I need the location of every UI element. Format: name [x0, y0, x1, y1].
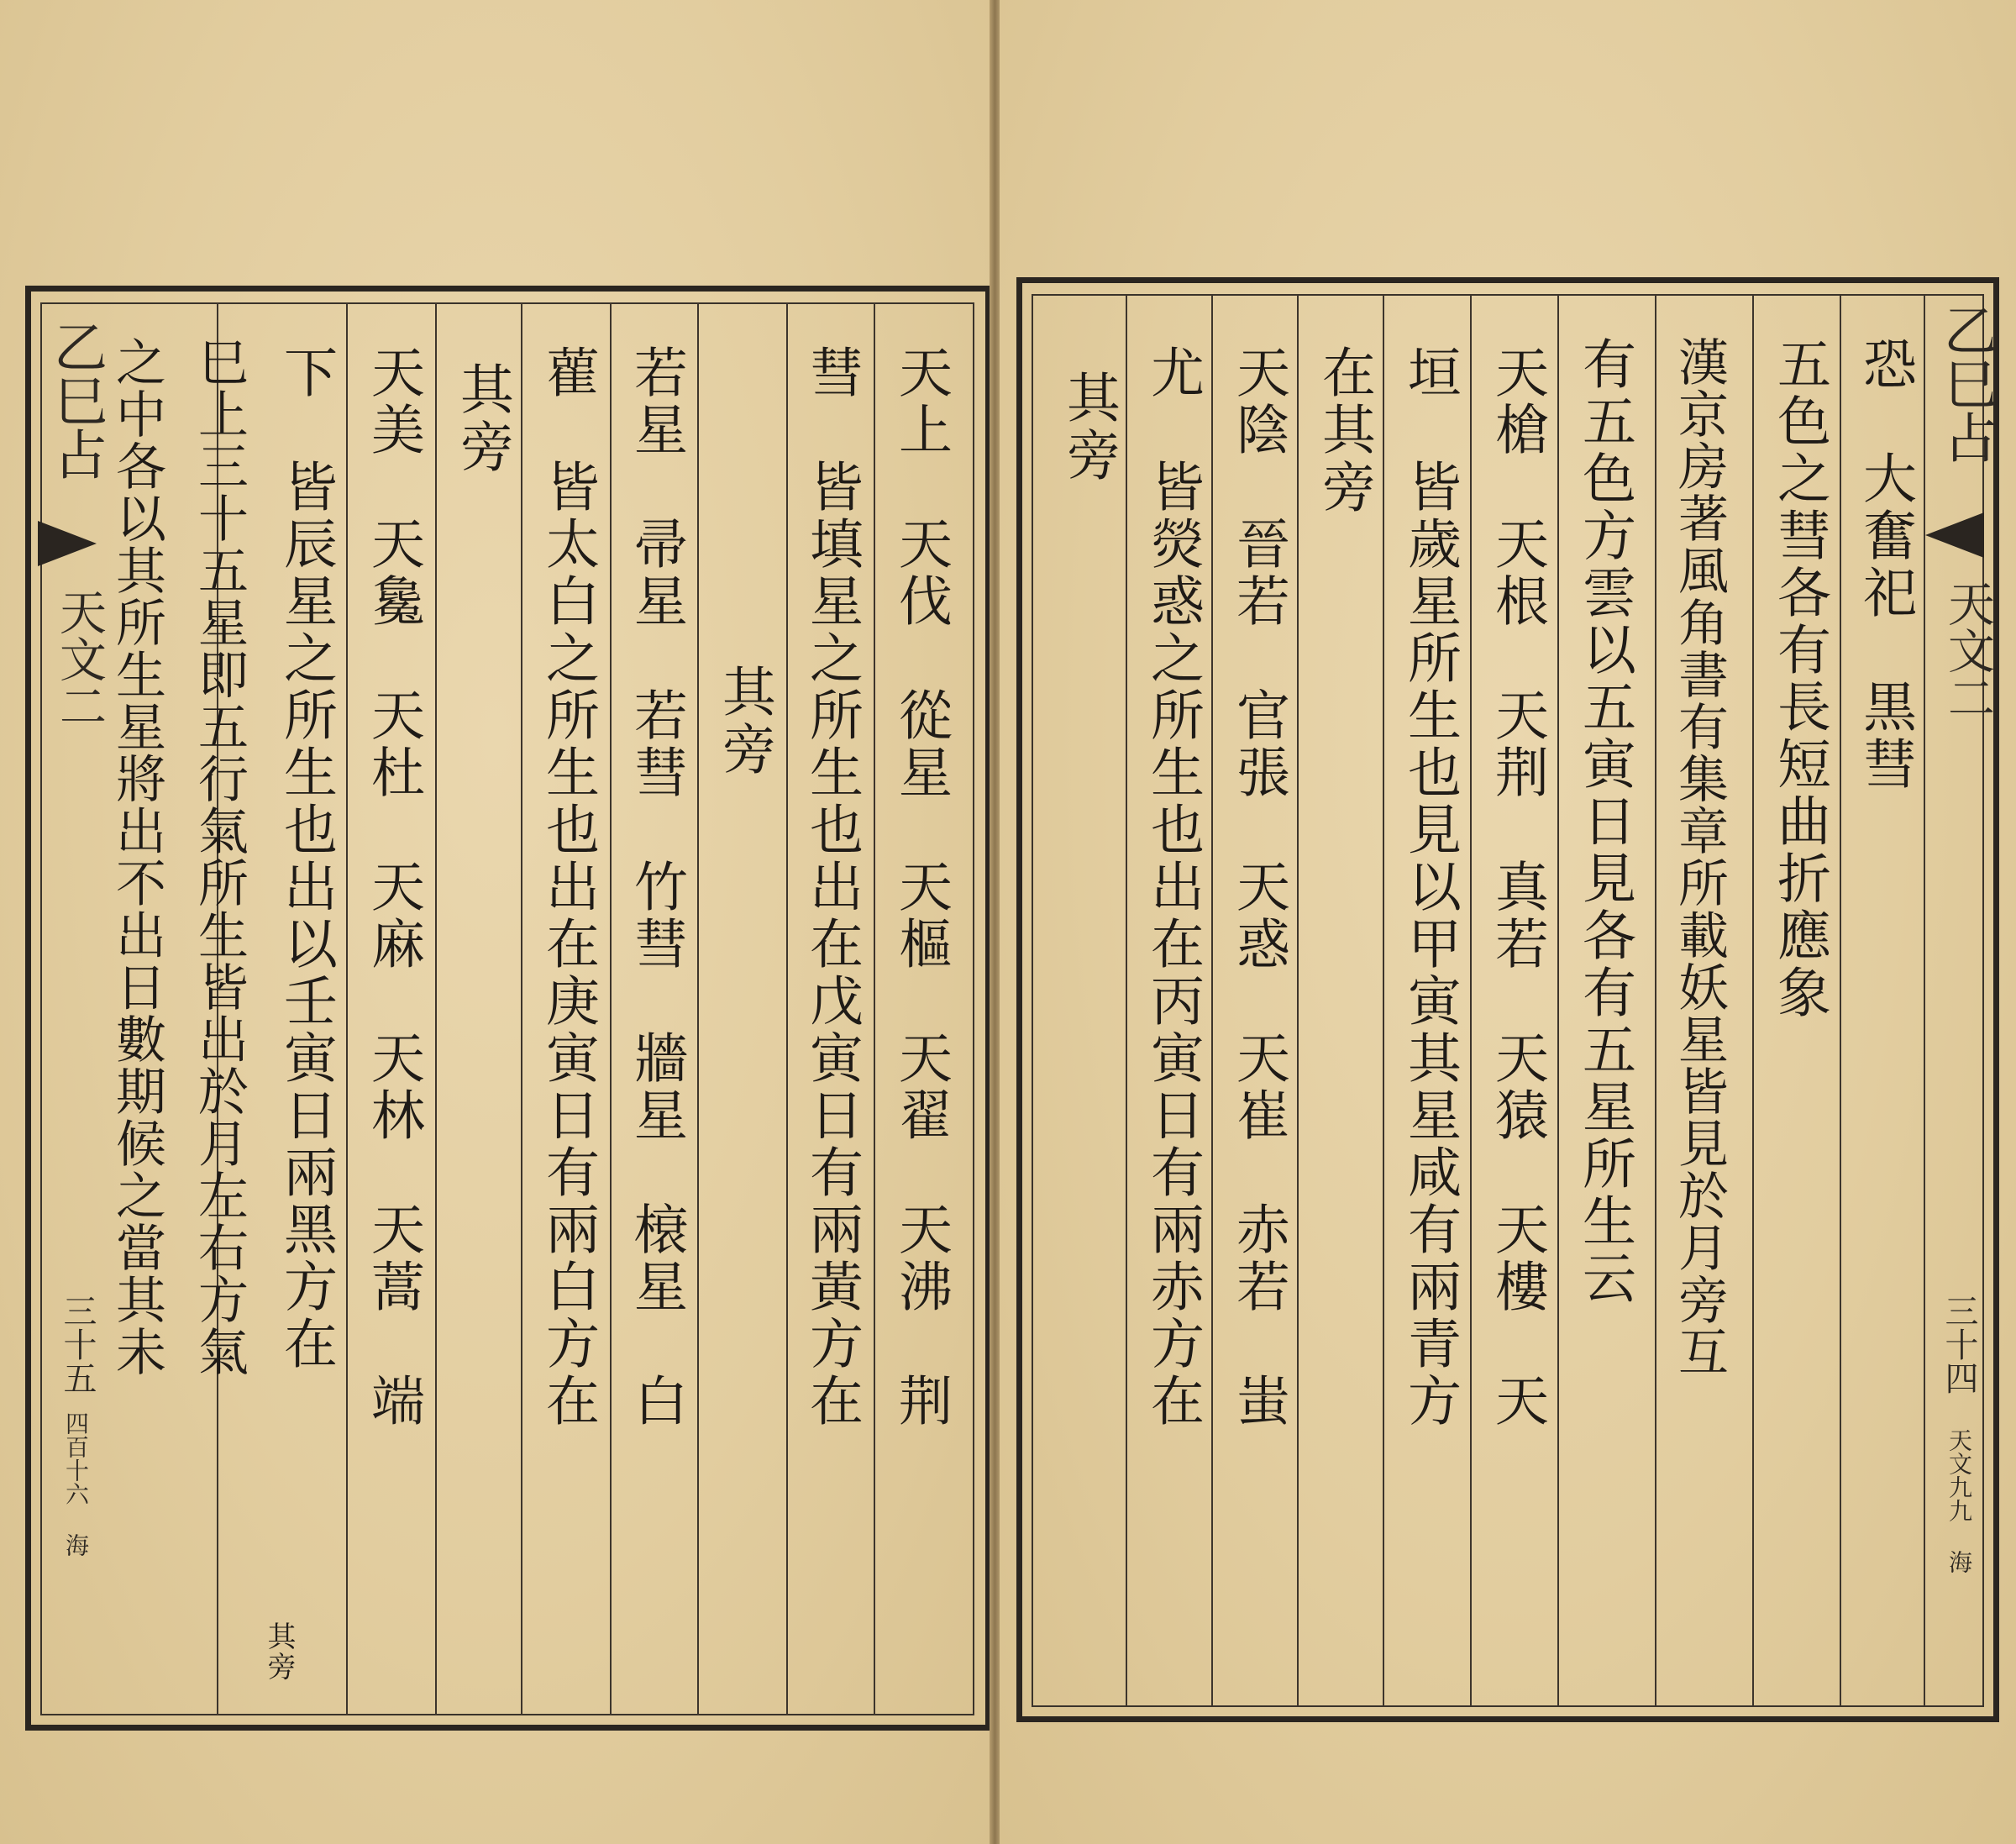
right-banxin-chapter: 天文二 [1940, 580, 1995, 721]
right-banxin-leaf: 三十四 [1940, 1294, 1978, 1395]
right-col-8: 天陰 晉若 官張 天惑 天崔 赤若 蚩 [1227, 344, 1289, 1430]
right-banxin-title: 乙巳占 [1935, 302, 1997, 464]
left-col-3: 其旁 [713, 664, 775, 778]
left-col-8: 下 皆辰星之所生也出以壬寅日兩黑方在 [275, 344, 337, 1373]
left-banxin-note: 四百十六 海 [62, 1411, 90, 1557]
right-col-2: 五色之彗各有長短曲折應象 [1768, 336, 1830, 1022]
right-col-10: 其旁 [1058, 370, 1120, 484]
left-col-5: 雚 皆太白之所生也出在庚寅日有兩白方在 [537, 344, 599, 1430]
left-col-10: 之中各以其所生星將出不出日數期候之當其未 [108, 336, 166, 1378]
left-col-7: 天美 天毚 天杜 天麻 天林 天蒿 端 [362, 344, 424, 1430]
left-banxin-leaf: 三十五 [58, 1294, 97, 1395]
left-page [0, 0, 991, 1844]
left-col-4: 若星 帚星 若彗 竹彗 牆星 榱星 白 [625, 344, 687, 1430]
left-col-6: 其旁 [451, 361, 513, 475]
right-banxin-note: 天文九九 海 [1945, 1428, 1973, 1573]
right-col-4: 有五色方雲以五寅日見各有五星所生云 [1573, 336, 1635, 1307]
right-col-5: 天槍 天根 天荆 真若 天猿 天樓 天 [1486, 344, 1548, 1430]
right-col-1: 恐 大奮祀 黒彗 [1854, 336, 1916, 793]
right-col-9: 尤 皆熒惑之所生也出在丙寅日有兩赤方在 [1142, 344, 1204, 1430]
left-banxin-chapter: 天文二 [52, 588, 107, 729]
right-col-3: 漢京房著風角書有集章所載妖星皆見於月旁互 [1670, 336, 1729, 1378]
left-col-8-note: 其旁 [262, 1621, 296, 1682]
left-col-9: 巳上三十五星即五行氣所生皆出於月左右方氣 [190, 336, 249, 1378]
left-col-2: 彗 皆填星之所生也出在戊寅日有兩黃方在 [801, 344, 863, 1430]
right-col-7: 在其旁 [1313, 344, 1375, 516]
left-banxin-title: 乙巳占 [45, 319, 107, 481]
right-col-6: 垣 皆歲星所生也見以甲寅其星咸有兩青方 [1399, 344, 1461, 1430]
right-page [1000, 0, 2016, 1844]
left-col-1: 天上 天伐 從星 天樞 天翟 天沸 荆 [890, 344, 952, 1430]
